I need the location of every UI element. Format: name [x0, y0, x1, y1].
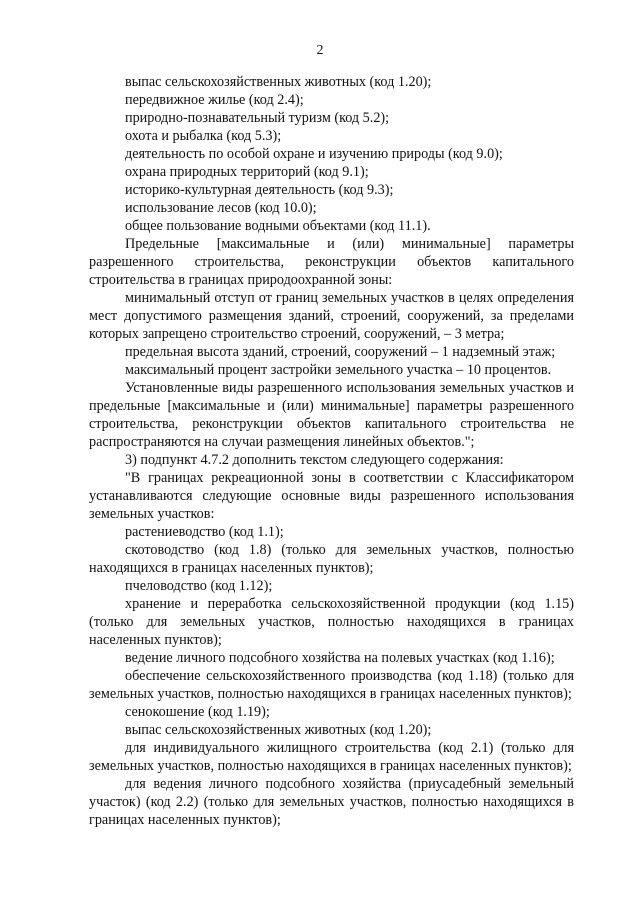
- list-item: ведение личного подсобного хозяйства на полевых участках (код 1.16);: [125, 650, 555, 666]
- list-item: хранение и переработка сельскохозяйственной продукции (код 1.15) (только для земельных участков, полностью находящихся в границах населенных пунктов);: [89, 596, 574, 648]
- list-item: сенокошение (код 1.19);: [125, 704, 270, 720]
- list-item: охрана природных территорий (код 9.1);: [125, 164, 369, 180]
- document-body: [89, 73, 574, 829]
- list-item: передвижное жилье (код 2.4);: [125, 92, 304, 108]
- paragraph: 3) подпункт 4.7.2 дополнить текстом следующего содержания:: [125, 452, 504, 468]
- list-item: скотоводство (код 1.8) (только для земельных участков, полностью находящихся в границах населенных пунктов);: [89, 542, 574, 576]
- list-item: обеспечение сельскохозяйственного производства (код 1.18) (только для земельных участков, полностью находящихся в границах населенных пунктов);: [89, 668, 574, 702]
- list-item: выпас сельскохозяйственных животных (код 1.20);: [125, 74, 432, 90]
- paragraph: "В границах рекреационной зоны в соответствии с Классификатором устанавливаются следующие основные виды разрешенного использования земельных участков:: [89, 470, 574, 522]
- list-item: использование лесов (код 10.0);: [125, 200, 317, 216]
- paragraph: Предельные [максимальные и (или) минимальные] параметры разрешенного строительства, реконструкции объектов капитального строительства в границах природоохранной зоны:: [89, 236, 574, 288]
- list-item: для индивидуального жилищного строительства (код 2.1) (только для земельных участков, полностью находящихся в границах населенных пунктов);: [89, 740, 574, 774]
- page-number: 2: [316, 43, 324, 58]
- paragraph: минимальный отступ от границ земельных участков в целях определения мест допустимого размещения зданий, строений, сооружений, за пределами которых запрещено строительство строений, сооружений, – 3 метра;: [89, 290, 574, 342]
- list-item: охота и рыбалка (код 5.3);: [125, 128, 282, 144]
- list-item: растениеводство (код 1.1);: [125, 524, 284, 540]
- list-item: историко-культурная деятельность (код 9.3);: [125, 182, 394, 198]
- paragraph: максимальный процент застройки земельного участка – 10 процентов.: [125, 362, 552, 378]
- list-item: для ведения личного подсобного хозяйства (приусадебный земельный участок) (код 2.2) (только для земельных участков, полностью находящихся в границах населенных пунктов);: [89, 776, 574, 828]
- list-item: пчеловодство (код 1.12);: [125, 578, 273, 594]
- list-item: общее пользование водными объектами (код 11.1).: [125, 218, 431, 234]
- list-item: природно-познавательный туризм (код 5.2);: [125, 110, 390, 126]
- paragraph: предельная высота зданий, строений, сооружений – 1 надземный этаж;: [125, 344, 556, 360]
- paragraph: Установленные виды разрешенного использования земельных участков и предельные [максимальные и (или) минимальные] параметры разрешенного строительства, реконструкции объектов капитального строительства не распространяются на случаи размещения линейных объектов.";: [89, 380, 574, 450]
- list-item: деятельность по особой охране и изучению природы (код 9.0);: [125, 146, 503, 162]
- list-item: выпас сельскохозяйственных животных (код 1.20);: [125, 722, 432, 738]
